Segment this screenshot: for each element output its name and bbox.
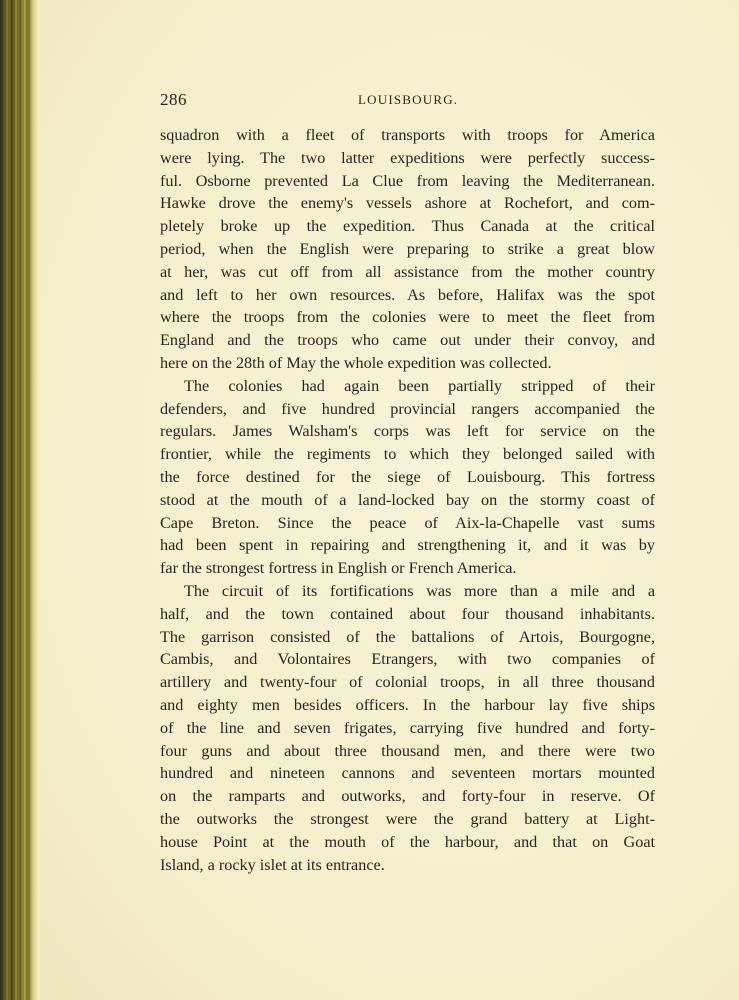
text-line: and eighty men besides officers. In the harbour lay five ships [160,695,655,714]
text-line: frontier, while the regiments to which they belonged sailed with [160,445,655,464]
text-line: pletely broke up the expedition. Thus Canada at the critical [160,217,655,236]
text-line: Hawke drove the enemy's vessels ashore at Rochefort, and com- [160,194,655,213]
text-line: hundred and nineteen cannons and seventeen mortars mounted [160,764,655,783]
text-line: had been spent in repairing and strengthening it, and it was by [160,536,655,555]
text-line: Island, a rocky islet at its entrance. [160,855,385,874]
text-line: on the ramparts and outworks, and forty-four in reserve. Of [160,787,655,806]
text-line: where the troops from the colonies were to meet the fleet from [160,308,655,327]
text-line: England and the troops who came out under their convoy, and [160,331,655,350]
text-line: period, when the English were preparing to strike a great blow [160,239,655,258]
text-line: squadron with a fleet of transports with troops for America [160,126,655,144]
text-line: ful. Osborne prevented La Clue from leaving the Mediterranean. [160,171,655,190]
page-header [160,90,655,112]
text-line: were lying. The two latter expeditions were perfectly success- [160,148,655,167]
running-title: LOUISBOURG. [358,92,459,107]
paragraph-first-line: The colonies had again been partially stripped of their [184,376,655,395]
paragraph-first-line: The circuit of its fortifications was more than a mile and a [184,581,655,600]
text-line: regulars. James Walsham's corps was left for service on the [160,422,655,441]
text-line: Cambis, and Volontaires Etrangers, with two companies of [160,650,655,669]
spine-texture [0,0,32,1000]
text-line: at her, was cut off from all assistance from the mother country [160,262,655,281]
text-line: far the strongest fortress in English or French America. [160,559,517,578]
page-number: 286 [160,90,187,109]
text-line: and left to her own resources. As before, Halifax was the spot [160,285,655,304]
text-line: half, and the town contained about four thousand inhabitants. [160,604,655,623]
text-line: the outworks the strongest were the grand battery at Light- [160,809,655,828]
text-line: The garrison consisted of the battalions of Artois, Bourgogne, [160,627,655,646]
text-line: house Point at the mouth of the harbour, and that on Goat [160,832,655,851]
text-line: defenders, and five hundred provincial rangers accompanied the [160,399,655,418]
body-text [160,124,655,876]
text-line: four guns and about three thousand men, and there were two [160,741,655,760]
text-line: of the line and seven frigates, carrying five hundred and forty- [160,718,655,737]
text-line: stood at the mouth of a land-locked bay on the stormy coast of [160,490,655,509]
text-line: here on the 28th of May the whole expedition was collected. [160,353,552,372]
text-line: artillery and twenty-four of colonial troops, in all three thousand [160,673,655,692]
text-line: the force destined for the siege of Louisbourg. This fortress [160,467,655,486]
text-line: Cape Breton. Since the peace of Aix-la-Chapelle vast sums [160,513,655,532]
